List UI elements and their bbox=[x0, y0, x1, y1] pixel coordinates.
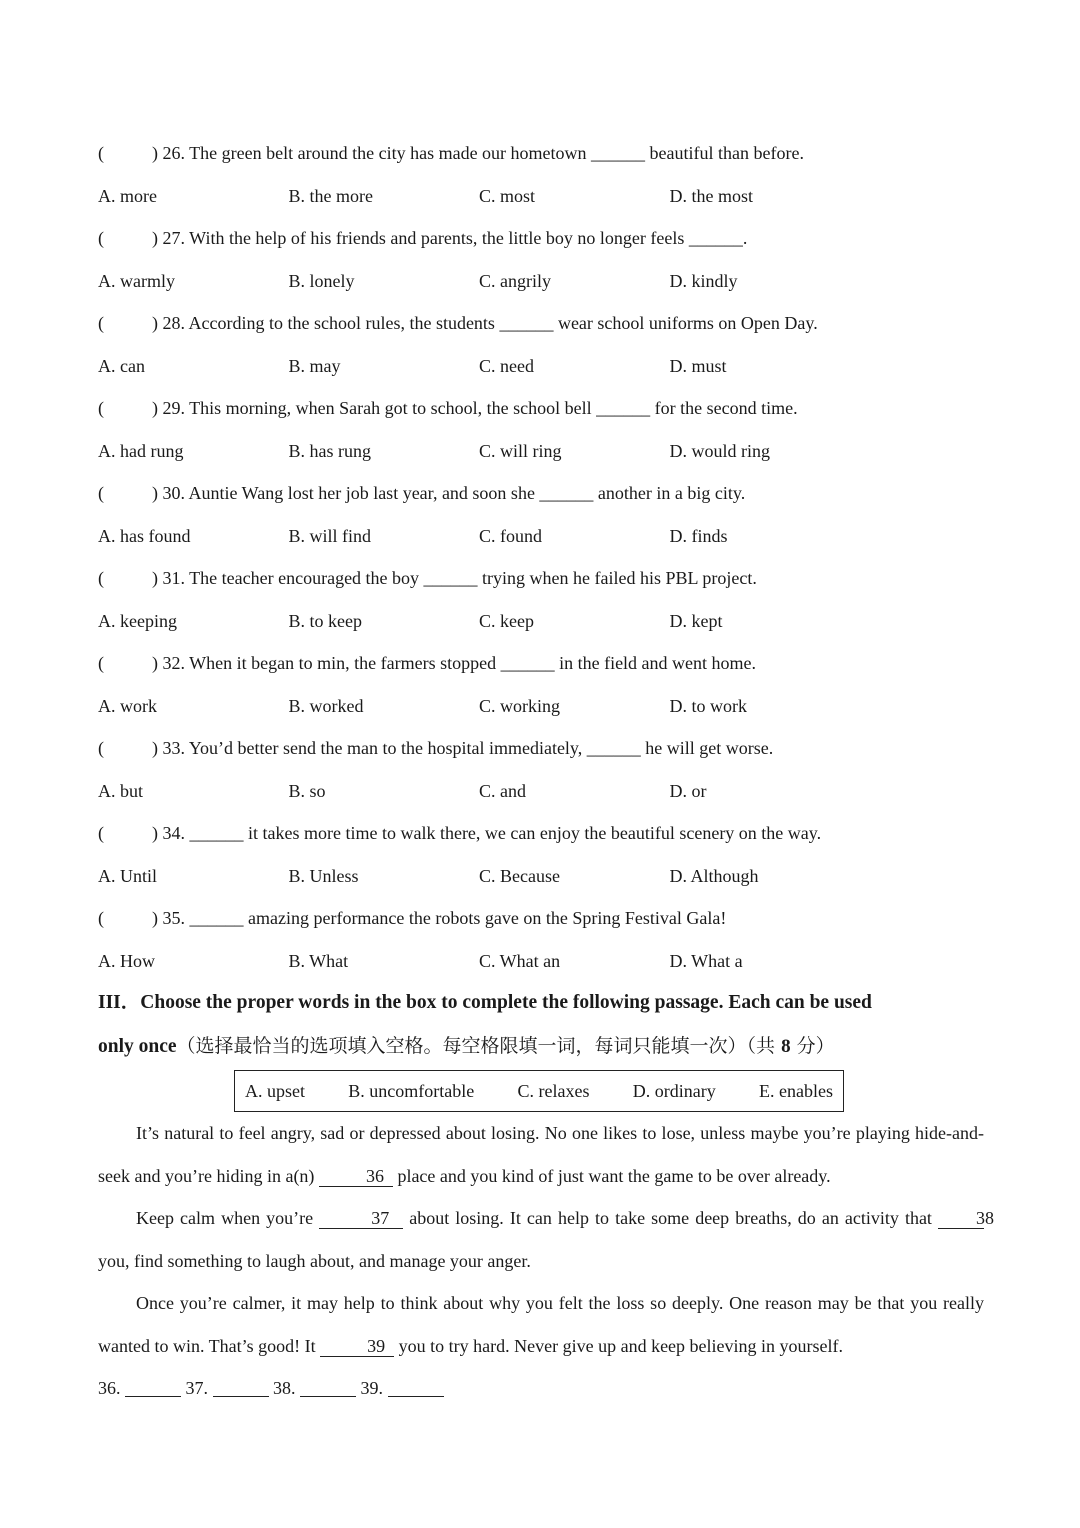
option-a[interactable]: A. keeping bbox=[98, 610, 177, 631]
question-stem bbox=[98, 302, 984, 345]
option-a[interactable]: A. but bbox=[98, 780, 143, 801]
question-text: ) 27. With the help of his friends and parents, the little boy no longer feels ______. bbox=[152, 228, 748, 248]
option-c[interactable]: C. most bbox=[479, 185, 536, 206]
option-b[interactable]: B. lonely bbox=[288, 270, 355, 291]
word-box-item: B. uncomfortable bbox=[348, 1080, 475, 1101]
answer-paren[interactable]: ( bbox=[98, 568, 104, 588]
answer-label: 38. bbox=[273, 1378, 296, 1398]
option-d[interactable]: D. the most bbox=[669, 185, 753, 206]
passage-paragraph-3: Once you’re calmer, it may help to think about why you felt the loss so deeply. One reason may be that you really wanted to win. That’s good! It 39 you to try hard. Never give up and keep believing in yourself. bbox=[98, 1293, 984, 1356]
word-box-item: A. upset bbox=[245, 1080, 305, 1101]
section-3-title: III．Choose the proper words in the box to complete the following passage. Each can be used only once（选择最恰当的选项填入空格。每空格限填一词，每词只能填一次）（共 8 分） bbox=[98, 992, 872, 1057]
option-c[interactable]: C. will ring bbox=[479, 440, 562, 461]
question-text: ) 34. ______ it takes more time to walk there, we can enjoy the beautiful scenery on the way. bbox=[152, 823, 822, 843]
question-options bbox=[98, 940, 984, 983]
multiple-choice-questions bbox=[98, 132, 984, 982]
option-a[interactable]: A. work bbox=[98, 695, 157, 716]
option-b[interactable]: B. Unless bbox=[288, 865, 359, 886]
answer-paren[interactable]: ( bbox=[98, 483, 104, 503]
answer-paren[interactable]: ( bbox=[98, 313, 104, 333]
answer-paren[interactable]: ( bbox=[98, 823, 104, 843]
option-d[interactable]: D. kept bbox=[669, 610, 723, 631]
blank-36[interactable]: 36 bbox=[319, 1166, 393, 1187]
question-options bbox=[98, 855, 984, 898]
question-stem bbox=[98, 812, 984, 855]
answer-paren[interactable]: ( bbox=[98, 653, 104, 673]
question-stem bbox=[98, 642, 984, 685]
question-text: ) 28. According to the school rules, the students ______ wear school uniforms on Open Day. bbox=[152, 313, 818, 333]
question-options bbox=[98, 345, 984, 388]
question-stem bbox=[98, 387, 984, 430]
word-box-item: C. relaxes bbox=[517, 1080, 590, 1101]
option-d[interactable]: D. Although bbox=[669, 865, 759, 886]
option-a[interactable]: A. How bbox=[98, 950, 155, 971]
option-c[interactable]: C. angrily bbox=[479, 270, 551, 291]
answer-label: 39. bbox=[360, 1378, 383, 1398]
question-options bbox=[98, 430, 984, 473]
question-options bbox=[98, 770, 984, 813]
option-b[interactable]: B. to keep bbox=[288, 610, 362, 631]
answer-blank[interactable] bbox=[388, 1376, 444, 1397]
option-b[interactable]: B. What bbox=[288, 950, 349, 971]
answer-paren[interactable]: ( bbox=[98, 143, 104, 163]
option-d[interactable]: D. would ring bbox=[669, 440, 770, 461]
option-b[interactable]: B. will find bbox=[288, 525, 372, 546]
passage-paragraph-1: It’s natural to feel angry, sad or depressed about losing. No one likes to lose, unless maybe you’re playing hide-and-seek and you’re hiding in a(n) 36 place and you kind of just want the game to be over already. bbox=[98, 1123, 984, 1186]
word-box bbox=[234, 1070, 844, 1112]
option-d[interactable]: D. or bbox=[669, 780, 707, 801]
option-a[interactable]: A. can bbox=[98, 355, 145, 376]
blank-38[interactable]: 38 bbox=[938, 1208, 984, 1229]
option-a[interactable]: A. more bbox=[98, 185, 157, 206]
option-c[interactable]: C. and bbox=[479, 780, 526, 801]
option-d[interactable]: D. finds bbox=[669, 525, 728, 546]
question-options bbox=[98, 260, 984, 303]
section-3 bbox=[98, 982, 994, 1410]
option-c[interactable]: C. What an bbox=[479, 950, 561, 971]
blank-37[interactable]: 37 bbox=[319, 1208, 403, 1229]
question-text: ) 33. You’d better send the man to the hospital immediately, ______ he will get worse. bbox=[152, 738, 774, 758]
answer-blank[interactable] bbox=[125, 1376, 181, 1397]
option-b[interactable]: B. the more bbox=[288, 185, 373, 206]
answer-paren[interactable]: ( bbox=[98, 398, 104, 418]
option-c[interactable]: C. found bbox=[479, 525, 542, 546]
question-text: ) 31. The teacher encouraged the boy ______ trying when he failed his PBL project. bbox=[152, 568, 757, 588]
blank-39[interactable]: 39 bbox=[320, 1336, 394, 1357]
question-stem bbox=[98, 557, 984, 600]
option-b[interactable]: B. so bbox=[288, 780, 326, 801]
option-c[interactable]: C. need bbox=[479, 355, 534, 376]
question-stem bbox=[98, 217, 984, 260]
option-d[interactable]: D. What a bbox=[669, 950, 743, 971]
question-text: ) 29. This morning, when Sarah got to school, the school bell ______ for the second time. bbox=[152, 398, 798, 418]
option-c[interactable]: C. Because bbox=[479, 865, 560, 886]
option-d[interactable]: D. kindly bbox=[669, 270, 738, 291]
option-a[interactable]: A. had rung bbox=[98, 440, 184, 461]
question-text: ) 26. The green belt around the city has made our hometown ______ beautiful than before. bbox=[152, 143, 804, 163]
option-b[interactable]: B. has rung bbox=[288, 440, 371, 461]
question-stem bbox=[98, 727, 984, 770]
answer-paren[interactable]: ( bbox=[98, 228, 104, 248]
answer-blank[interactable] bbox=[213, 1376, 269, 1397]
answer-label: 37. bbox=[185, 1378, 208, 1398]
question-stem bbox=[98, 472, 984, 515]
question-options bbox=[98, 600, 984, 643]
question-text: ) 35. ______ amazing performance the robots gave on the Spring Festival Gala! bbox=[152, 908, 727, 928]
question-stem bbox=[98, 897, 984, 940]
option-c[interactable]: C. keep bbox=[479, 610, 534, 631]
option-a[interactable]: A. Until bbox=[98, 865, 158, 886]
question-options bbox=[98, 175, 984, 218]
answer-blank[interactable] bbox=[300, 1376, 356, 1397]
word-box-item: E. enables bbox=[759, 1080, 833, 1101]
answer-label: 36. bbox=[98, 1378, 121, 1398]
option-d[interactable]: D. to work bbox=[669, 695, 747, 716]
worksheet-page bbox=[98, 132, 994, 1410]
answer-line bbox=[98, 1367, 984, 1410]
question-options bbox=[98, 685, 984, 728]
option-d[interactable]: D. must bbox=[669, 355, 727, 376]
question-text: ) 30. Auntie Wang lost her job last year, and soon she ______ another in a big city. bbox=[152, 483, 746, 503]
option-b[interactable]: B. worked bbox=[288, 695, 364, 716]
passage-paragraph-2: Keep calm when you’re 37 about losing. It can help to take some deep breaths, do an activity that 38 you, find something to laugh about, and manage your anger. bbox=[98, 1208, 994, 1271]
option-a[interactable]: A. has found bbox=[98, 525, 191, 546]
word-box-item: D. ordinary bbox=[632, 1080, 716, 1101]
question-stem bbox=[98, 132, 984, 175]
answer-paren[interactable]: ( bbox=[98, 738, 104, 758]
question-options bbox=[98, 515, 984, 558]
option-c[interactable]: C. working bbox=[479, 695, 560, 716]
answer-paren[interactable]: ( bbox=[98, 908, 104, 928]
option-a[interactable]: A. warmly bbox=[98, 270, 175, 291]
option-b[interactable]: B. may bbox=[288, 355, 341, 376]
question-text: ) 32. When it began to min, the farmers stopped ______ in the field and went home. bbox=[152, 653, 757, 673]
